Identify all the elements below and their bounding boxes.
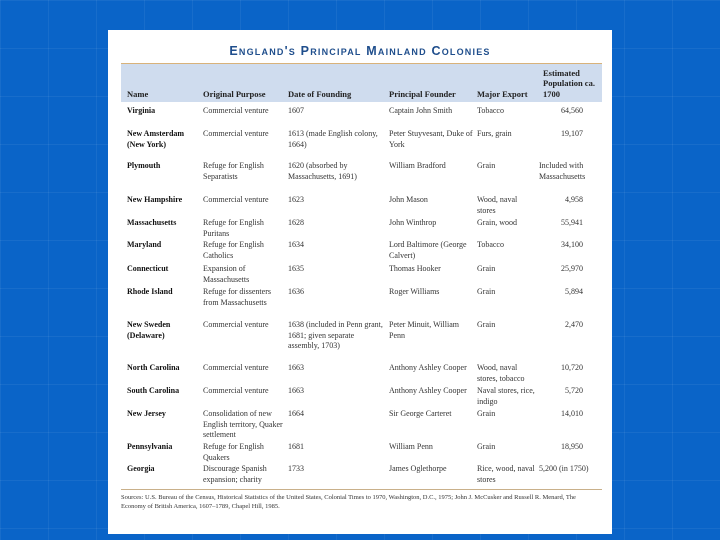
cell-purpose: Refuge for English Separatists [203,161,264,181]
cell-date: 1681 [288,442,304,451]
cell-population: 64,560 [561,106,583,115]
colonies-table-image [108,30,612,534]
cell-export: Naval stores, rice, indigo [477,386,535,406]
cell-founder: John Mason [389,195,428,204]
cell-founder: William Bradford [389,161,446,170]
cell-name: Pennsylvania [127,442,173,451]
cell-purpose: Consolidation of new English territory, Quaker settlement [203,409,283,439]
cell-purpose: Commercial venture [203,195,269,204]
cell-export: Rice, wood, naval stores [477,464,535,484]
header-date: Date of Founding [288,88,352,99]
header-name: Name [127,88,149,99]
cell-export: Grain [477,287,496,296]
cell-export: Grain, wood [477,218,517,227]
header-export: Major Export [477,88,528,99]
cell-purpose: Commercial venture [203,106,269,115]
cell-population: 25,970 [561,264,583,273]
cell-name: Plymouth [127,161,161,170]
header-purpose: Original Purpose [203,88,266,99]
cell-founder: Anthony Ashley Cooper [389,363,467,372]
cell-purpose: Commercial venture [203,363,269,372]
cell-date: 1663 [288,386,304,395]
cell-name: Maryland [127,240,162,249]
cell-date: 1733 [288,464,304,473]
cell-population: 5,200 (in 1750) [539,464,589,473]
cell-population: 5,894 [565,287,583,296]
cell-population: 55,941 [561,218,583,227]
cell-export: Grain [477,161,496,170]
cell-population: 5,720 [565,386,583,395]
cell-name: Massachusetts [127,218,177,227]
cell-date: 1607 [288,106,304,115]
cell-date: 1638 (included in Penn grant, 1681; given separate assembly, 1703) [288,320,383,350]
cell-export: Grain [477,320,496,329]
cell-population: 19,107 [561,129,583,138]
cell-purpose: Expansion of Massachusetts [203,264,250,284]
table-title: England's Principal Mainland Colonies [229,44,491,58]
cell-population: 18,950 [561,442,583,451]
cell-population: 14,010 [561,409,583,418]
cell-name: New Sweden (Delaware) [127,320,171,340]
cell-founder: William Penn [389,442,433,451]
cell-founder: John Winthrop [389,218,437,227]
cell-founder: Thomas Hooker [389,264,441,273]
cell-name: Georgia [127,464,155,473]
cell-date: 1663 [288,363,304,372]
cell-name: New Jersey [127,409,166,418]
cell-purpose: Refuge for English Quakers [203,442,264,462]
cell-purpose: Discourage Spanish expansion; charity [203,464,267,484]
cell-date: 1635 [288,264,304,273]
cell-population: 2,470 [565,320,583,329]
cell-export: Grain [477,442,496,451]
cell-founder: Peter Stuyvesant, Duke of York [389,129,473,149]
cell-purpose: Refuge for dissenters from Massachusetts [203,287,271,307]
cell-founder: Sir George Carteret [389,409,452,418]
cell-population: 10,720 [561,363,583,372]
cell-export: Wood, naval stores [477,195,518,215]
cell-date: 1613 (made English colony, 1664) [288,129,378,149]
cell-date: 1634 [288,240,304,249]
cell-name: New Amsterdam (New York) [127,129,185,149]
cell-export: Grain [477,264,496,273]
cell-founder: James Oglethorpe [389,464,447,473]
cell-purpose: Commercial venture [203,320,269,329]
sources-note: Sources: U.S. Bureau of the Census, Historical Statistics of the United States, Colonial Times to 1970, Washington, D.C., 1975; John J. McCusker and Russell R. Menard, The Economy of British America, 1607–1789, Chapel Hill, 1985. [121,494,576,510]
cell-founder: Lord Baltimore (George Calvert) [389,240,467,260]
cell-population: 4,958 [565,195,583,204]
cell-population: 34,100 [561,240,583,249]
cell-export: Tobacco [477,106,504,115]
table-bottom-rule [121,489,602,490]
cell-founder: Peter Minuit, William Penn [389,320,459,340]
cell-founder: Anthony Ashley Cooper [389,386,467,395]
cell-purpose: Refuge for English Catholics [203,240,264,260]
cell-name: South Carolina [127,386,180,395]
cell-export: Wood, naval stores, tobacco [477,363,525,383]
cell-export: Tobacco [477,240,504,249]
table-header [121,63,602,102]
cell-founder: Roger Williams [389,287,440,296]
cell-purpose: Commercial venture [203,386,269,395]
cell-date: 1636 [288,287,304,296]
cell-name: North Carolina [127,363,180,372]
cell-name: Connecticut [127,264,169,273]
cell-date: 1623 [288,195,304,204]
cell-population: Included with Massachusetts [539,161,586,181]
cell-name: Rhode Island [127,287,173,296]
cell-export: Grain [477,409,496,418]
cell-date: 1664 [288,409,304,418]
cell-purpose: Refuge for English Puritans [203,218,264,238]
cell-date: 1628 [288,218,304,227]
cell-founder: Captain John Smith [389,106,453,115]
cell-purpose: Commercial venture [203,129,269,138]
cell-name: New Hampshire [127,195,183,204]
cell-name: Virginia [127,106,156,115]
header-founder: Principal Founder [389,88,456,99]
header-population: Estimated Population ca. 1700 [543,67,595,99]
cell-export: Furs, grain [477,129,512,138]
cell-date: 1620 (absorbed by Massachusetts, 1691) [288,161,357,181]
